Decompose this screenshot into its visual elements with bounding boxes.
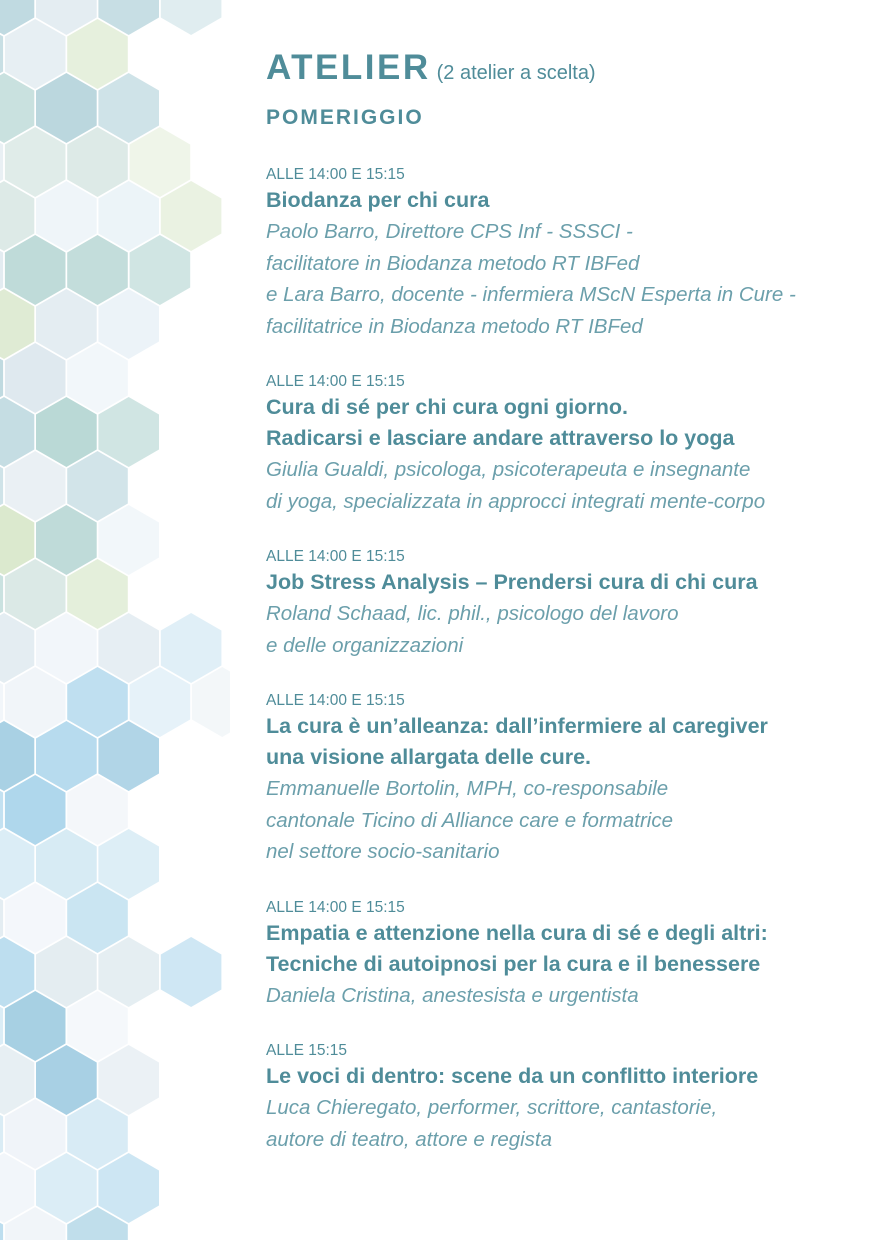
page-title: ATELIER xyxy=(266,48,431,87)
workshop-title-line: Job Stress Analysis – Prendersi cura di chi cura xyxy=(266,570,758,594)
hexagon-shape xyxy=(5,667,66,737)
hexagon-shape xyxy=(98,73,159,143)
speaker-line: di yoga, specializzata in approcci integrati mente-corpo xyxy=(266,489,766,513)
speaker-line: Giulia Gualdi, psicologa, psicoterapeuta e insegnante xyxy=(266,458,751,481)
workshop-item xyxy=(266,1042,856,1155)
hexagon-shape xyxy=(161,181,222,251)
hexagon-shape xyxy=(5,451,66,521)
hexagon-shape xyxy=(98,505,159,575)
hexagon-shape xyxy=(36,397,97,467)
hexagon-shape xyxy=(98,937,159,1007)
workshop-item xyxy=(266,166,856,342)
speaker-line: Luca Chieregato, performer, scrittore, cantastorie, xyxy=(266,1096,718,1119)
speaker-line: cantonale Ticino di Alliance care e formatrice xyxy=(266,808,673,832)
workshop-title xyxy=(266,567,856,598)
hexagon-shape xyxy=(36,613,97,683)
hexagon-shape xyxy=(67,451,128,521)
workshop-time: ALLE 14:00 E 15:15 xyxy=(266,692,405,709)
workshop-speaker xyxy=(266,598,856,661)
speaker-line: e Lara Barro, docente - infermiera MScN Esperta in Cure - xyxy=(266,283,796,306)
speaker-line: e delle organizzazioni xyxy=(266,633,464,657)
speaker-line: Emmanuelle Bortolin, MPH, co-responsabile xyxy=(266,777,669,800)
workshop-title-line: una visione allargata delle cure. xyxy=(266,745,592,769)
hexagon-shape xyxy=(36,937,97,1007)
hexagon-shape xyxy=(5,559,66,629)
workshop-title xyxy=(266,918,856,980)
hexagon-shape xyxy=(67,235,128,305)
workshop-title xyxy=(266,1061,856,1092)
hexagon-shape xyxy=(161,937,222,1007)
page-subtitle: (2 atelier a scelta) xyxy=(436,62,596,84)
hexagon-shape xyxy=(36,505,97,575)
hexagon-pattern-decoration xyxy=(0,0,230,1240)
hexagon-shape xyxy=(98,1045,159,1115)
hexagon-shape xyxy=(5,19,66,89)
speaker-line: nel settore socio-sanitario xyxy=(266,840,500,863)
hexagon-shape xyxy=(36,829,97,899)
hexagon-shape xyxy=(98,181,159,251)
speaker-line: Daniela Cristina, anestesista e urgentista xyxy=(266,983,639,1007)
hexagon-shape xyxy=(36,73,97,143)
hexagon-shape xyxy=(67,343,128,413)
workshop-item xyxy=(266,692,856,868)
hexagon-shape xyxy=(67,559,128,629)
hexagon-shape xyxy=(98,289,159,359)
workshop-time: ALLE 14:00 E 15:15 xyxy=(266,166,405,183)
workshop-speaker xyxy=(266,773,856,868)
hexagon-shape xyxy=(5,1099,66,1169)
speaker-line: autore di teatro, attore e regista xyxy=(266,1127,553,1151)
hexagon-shape xyxy=(67,883,128,953)
hexagon-shape xyxy=(67,991,128,1061)
header xyxy=(266,48,856,88)
hexagon-shape xyxy=(36,181,97,251)
workshop-title xyxy=(266,711,856,773)
hexagon-shape xyxy=(98,721,159,791)
hexagon-shape xyxy=(98,1153,159,1223)
workshop-list xyxy=(266,166,856,1155)
hexagon-shape xyxy=(36,289,97,359)
workshop-speaker xyxy=(266,216,856,342)
workshop-time: ALLE 14:00 E 15:15 xyxy=(266,548,405,565)
hexagon-shape xyxy=(5,775,66,845)
hexagon-shape xyxy=(98,829,159,899)
hexagon-shape xyxy=(130,235,191,305)
section-heading: POMERIGGIO xyxy=(266,106,424,129)
workshop-time: ALLE 14:00 E 15:15 xyxy=(266,373,405,390)
workshop-title-line: Empatia e attenzione nella cura di sé e degli altri: xyxy=(266,920,768,945)
workshop-title-line: La cura è un’alleanza: dall’infermiere al caregiver xyxy=(266,714,768,738)
workshop-item xyxy=(266,899,856,1012)
hexagon-shape xyxy=(130,127,191,197)
hexagon-shape xyxy=(5,991,66,1061)
workshop-title-line: Tecniche di autoipnosi per la cura e il benessere xyxy=(266,951,761,976)
hexagon-shape xyxy=(67,19,128,89)
speaker-line: facilitatore in Biodanza metodo RT IBFed xyxy=(266,251,640,275)
hexagon-shape xyxy=(5,235,66,305)
hexagon-shape xyxy=(36,721,97,791)
atelier-program xyxy=(266,48,856,1155)
hexagon-shape xyxy=(98,397,159,467)
hexagon-shape xyxy=(161,0,222,35)
workshop-item xyxy=(266,373,856,517)
hexagon-shape xyxy=(130,667,191,737)
hexagon-shape xyxy=(5,127,66,197)
workshop-item xyxy=(266,548,856,661)
hexagon-shape xyxy=(36,1045,97,1115)
hexagon-shape xyxy=(67,1099,128,1169)
workshop-time: ALLE 15:15 xyxy=(266,1042,348,1059)
workshop-title-line: Cura di sé per chi cura ogni giorno. xyxy=(266,395,628,419)
hexagon-shape xyxy=(67,127,128,197)
hexagon-shape xyxy=(98,613,159,683)
speaker-line: Paolo Barro, Direttore CPS Inf - SSSCI - xyxy=(266,220,633,243)
workshop-time: ALLE 14:00 E 15:15 xyxy=(266,898,405,916)
workshop-title-line: Biodanza per chi cura xyxy=(266,188,490,212)
hexagon-shape xyxy=(67,775,128,845)
hexagon-shape xyxy=(5,343,66,413)
hexagon-shape xyxy=(67,667,128,737)
workshop-speaker xyxy=(266,1092,856,1155)
speaker-line: facilitatrice in Biodanza metodo RT IBFed xyxy=(266,314,643,338)
workshop-title xyxy=(266,185,856,216)
workshop-speaker xyxy=(266,980,856,1012)
hexagon-shape xyxy=(36,1153,97,1223)
workshop-title-line: Radicarsi e lasciare andare attraverso lo yoga xyxy=(266,426,735,450)
hexagon-shape xyxy=(5,883,66,953)
workshop-title-line: Le voci di dentro: scene da un conflitto interiore xyxy=(266,1064,759,1088)
hexagon-shape xyxy=(161,613,222,683)
speaker-line: Roland Schaad, lic. phil., psicologo del lavoro xyxy=(266,602,679,625)
workshop-title xyxy=(266,392,856,454)
workshop-speaker xyxy=(266,454,856,517)
